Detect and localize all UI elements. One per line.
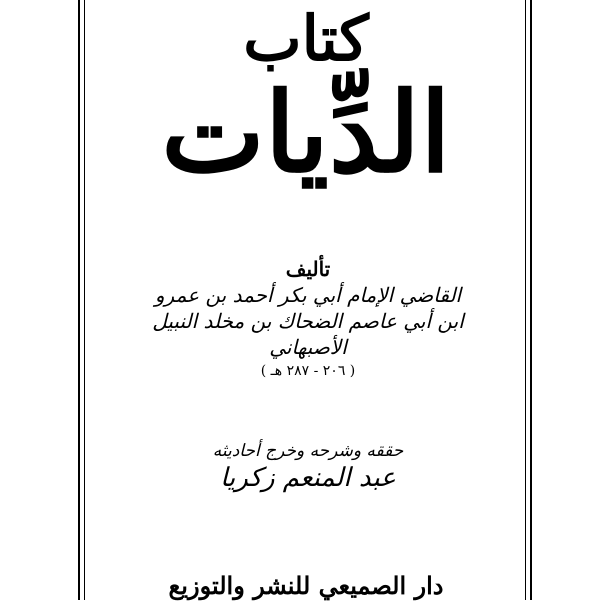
left-border-rule-inner xyxy=(84,0,85,600)
author-block xyxy=(118,258,498,382)
author-dates: ( ٢٠٦ - ٢٨٧ هـ ) xyxy=(260,363,356,379)
publisher-name: دار الصميعي للنشر والتوزيع xyxy=(168,571,444,600)
book-title: الدِّيات xyxy=(161,68,451,197)
right-border-rule xyxy=(530,0,532,600)
editor-credit-label: حققه وشرحه وخرج أحاديثه xyxy=(212,441,404,461)
author-nisba: الأصبهاني xyxy=(269,335,347,359)
title-line-kitab: كتاب xyxy=(243,2,369,75)
author-name-line-2: ابن أبي عاصم الضحاك بن مخلد النبيل xyxy=(152,309,464,333)
authored-by-label: تأليف xyxy=(285,257,331,281)
editor-name: عبد المنعم زكريا xyxy=(220,463,396,494)
author-name-line-1: القاضي الإمام أبي بكر أحمد بن عمرو xyxy=(154,283,462,307)
left-border-rule xyxy=(78,0,80,600)
editor-block xyxy=(118,440,498,496)
